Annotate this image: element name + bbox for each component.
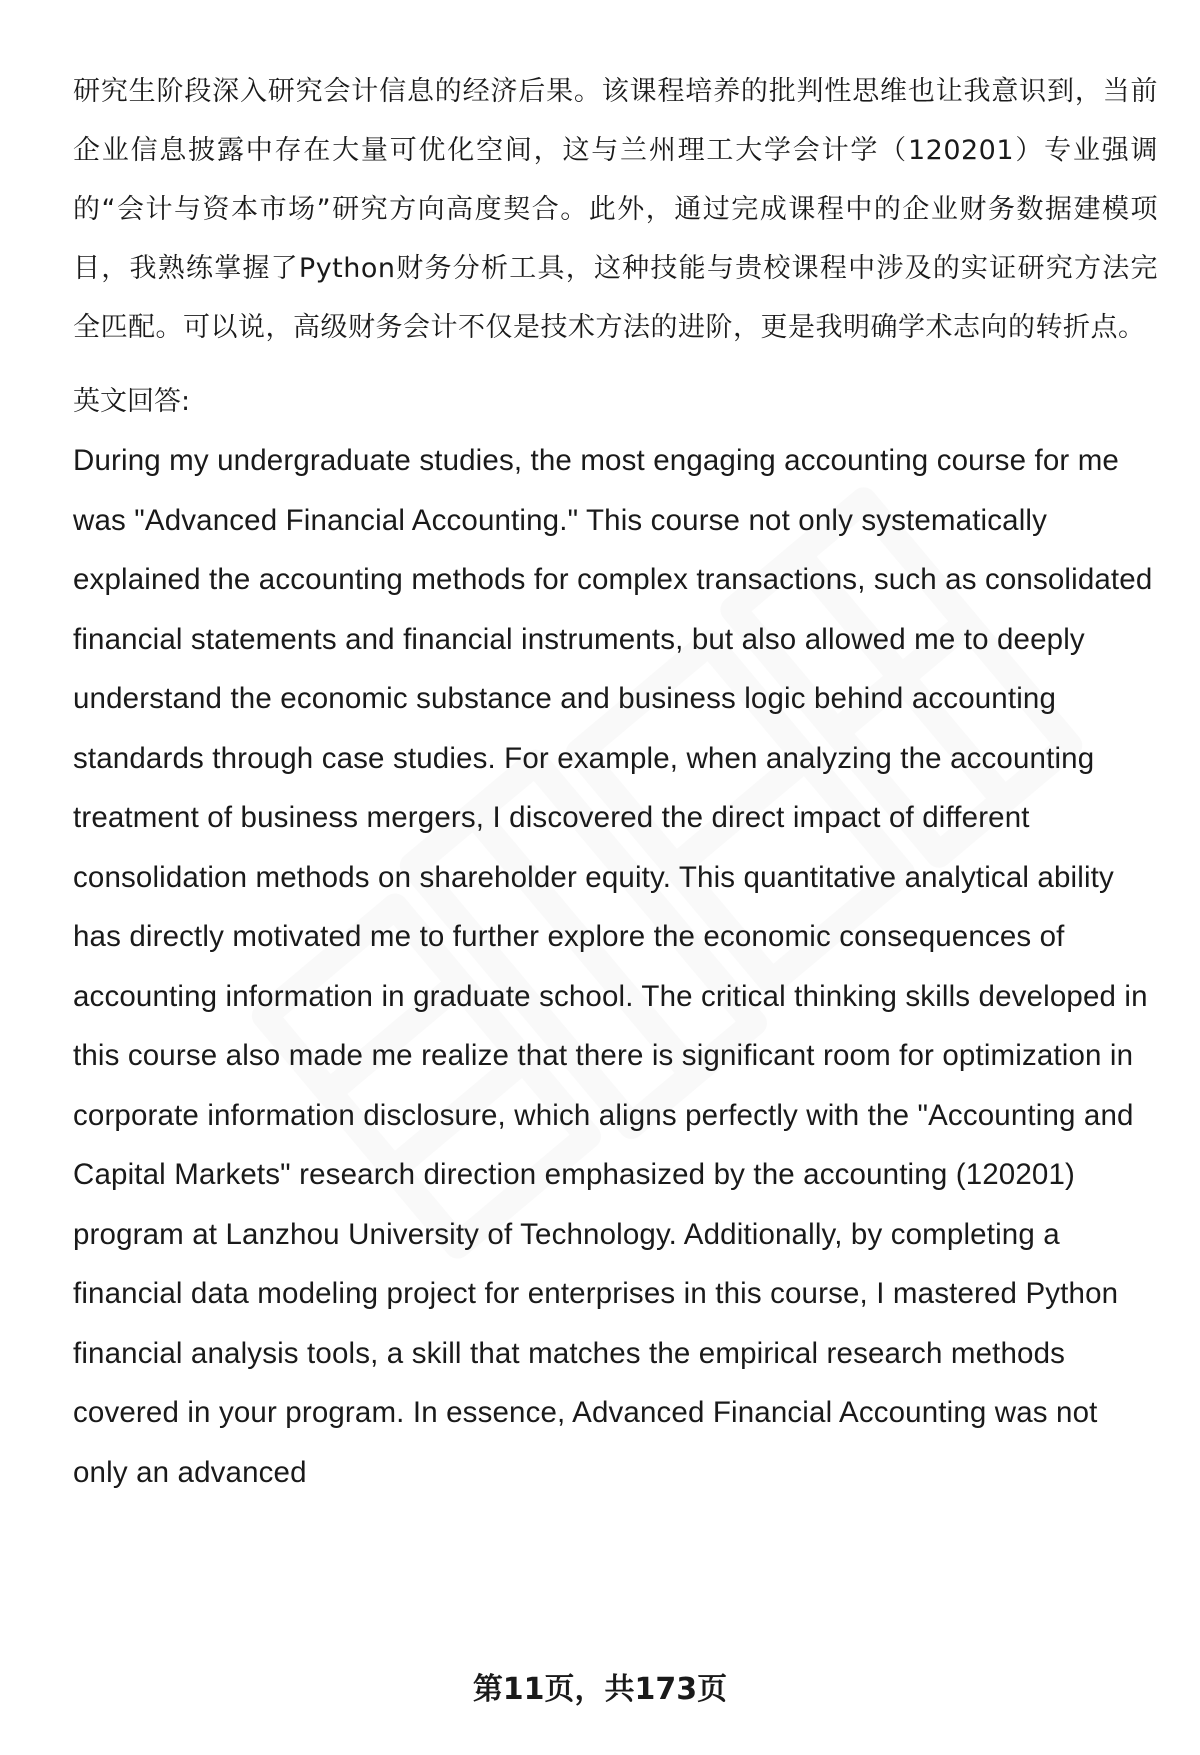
english-answer-paragraph: During my undergraduate studies, the most engaging accounting course for me was "Advanced Financial Accounting." This course not only systematically explained the accounting methods for complex transactions, such as consolidated financial statements and financial instruments, but also allowed me to deeply understand the economic substance and business logic behind accounting standards through case studies. For example, when analyzing the accounting treatment of business mergers, I discovered the direct impact of different consolidation methods on shareholder equity. This quantitative analytical ability has directly motivated me to further explore the economic consequences of accounting information in graduate school. The critical thinking skills developed in this course also made me realize that there is significant room for optimization in corporate information disclosure, which aligns perfectly with the "Accounting and Capital Markets" research direction emphasized by the accounting (120201) program at Lanzhou University of Technology. Additionally, by completing a financial data modeling project for enterprises in this course, I mastered Python financial analysis tools, a skill that matches the empirical research methods covered in your program. In essence, Advanced Financial Accounting was not only an advanced	[73, 444, 1153, 1489]
page-number-footer: 第11页，共173页	[472, 1672, 728, 1707]
document-body	[73, 62, 1158, 1502]
chinese-paragraph: 研究生阶段深入研究会计信息的经济后果。该课程培养的批判性思维也让我意识到，当前企业信息披露中存在大量可优化空间，这与兰州理工大学会计学（120201）专业强调的“会计与资本市场”研究方向高度契合。此外，通过完成课程中的企业财务数据建模项目，我熟练掌握了Python财务分析工具，这种技能与贵校课程中涉及的实证研究方法完全匹配。可以说，高级财务会计不仅是技术方法的进阶，更是我明确学术志向的转折点。	[73, 76, 1158, 343]
english-answer-label: 英文回答:	[73, 386, 191, 417]
